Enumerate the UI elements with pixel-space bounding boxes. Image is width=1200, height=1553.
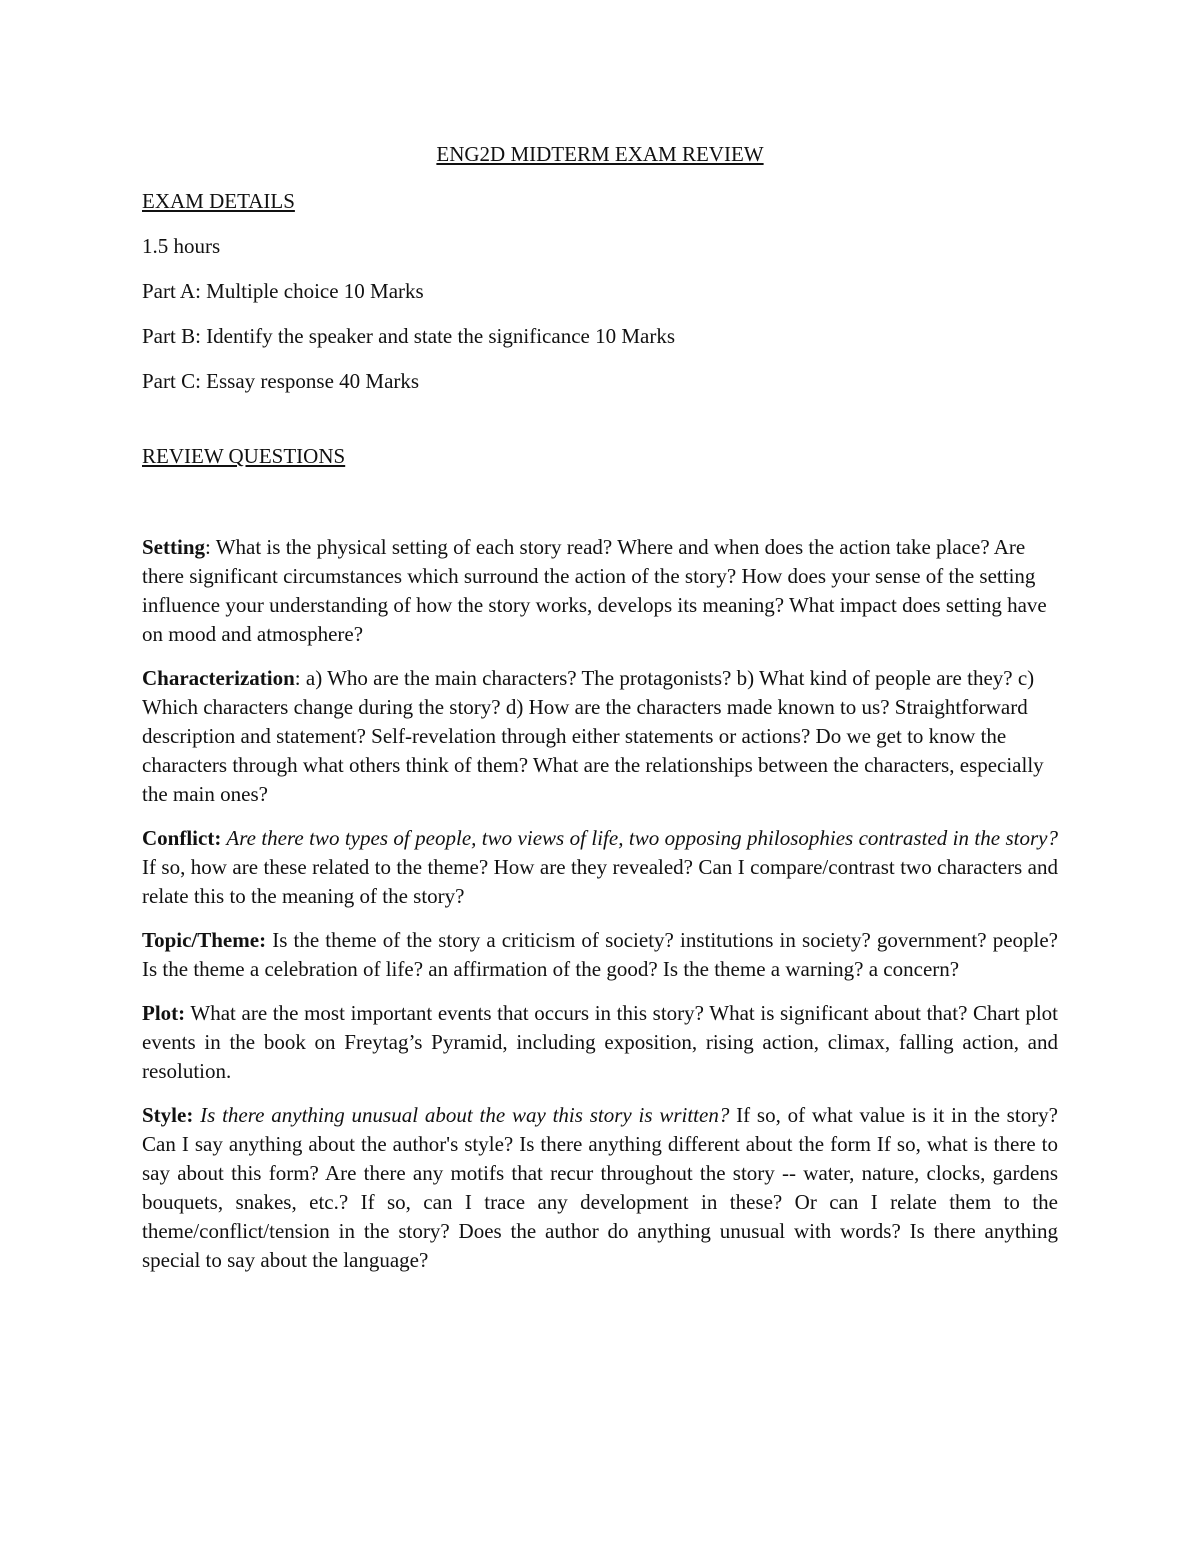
characterization-term: Characterization bbox=[142, 666, 295, 690]
theme-text: Is the theme of the story a criticism of society? institutions in society? government? people? Is the theme a celebration of life? an affirmation of the good? Is the theme a warning? a concern? bbox=[142, 928, 1058, 981]
conflict-paragraph bbox=[142, 824, 1058, 911]
style-paragraph bbox=[142, 1101, 1058, 1275]
theme-term: Topic/Theme: bbox=[142, 928, 267, 952]
style-italic-text: Is there anything unusual about the way this story is written? bbox=[193, 1103, 730, 1127]
exam-part-c: Part C: Essay response 40 Marks bbox=[142, 369, 420, 393]
exam-details-heading: EXAM DETAILS bbox=[142, 189, 295, 213]
setting-term: Setting bbox=[142, 535, 205, 559]
plot-text: What are the most important events that occurs in this story? What is significant about that? Chart plot events in the book on Freytag’s Pyramid, including exposition, rising action, climax, falling action, and resolution. bbox=[142, 1001, 1058, 1083]
theme-paragraph bbox=[142, 926, 1058, 984]
exam-part-a: Part A: Multiple choice 10 Marks bbox=[142, 279, 424, 303]
style-text: If so, of what value is it in the story? Can I say anything about the author's style? Is there anything different about the form If so, what is there to say about this form? Are there any motifs that recur throughout the story -- water, nature, clocks, gardens bouquets, snakes, etc.? If so, can I trace any development in these? Or can I relate them to the theme/conflict/tension in the story? Does the author do anything unusual with words? Is there anything special to say about the language? bbox=[142, 1103, 1059, 1272]
document-title: ENG2D MIDTERM EXAM REVIEW bbox=[436, 142, 764, 166]
plot-term: Plot: bbox=[142, 1001, 186, 1025]
conflict-term: Conflict: bbox=[142, 826, 222, 850]
setting-paragraph bbox=[142, 533, 1058, 649]
characterization-text: : a) Who are the main characters? The protagonists? b) What kind of people are they? c) Which characters change during the story? d) How are the characters made known to us? Straightforward description and statement? Self-revelation through either statements or actions? Do we get to know the characters through what others think of them? What are the relationships between the characters, especially the main ones? bbox=[142, 666, 1044, 806]
style-term: Style: bbox=[142, 1103, 194, 1127]
plot-paragraph bbox=[142, 999, 1058, 1086]
setting-text: : What is the physical setting of each story read? Where and when does the action take place? Are there significant circumstances which surround the action of the story? How does your sense of the setting influence your understanding of how the story works, develops its meaning? What impact does setting have on mood and atmosphere? bbox=[142, 535, 1047, 646]
characterization-paragraph bbox=[142, 664, 1058, 809]
document-page bbox=[142, 140, 1058, 1290]
conflict-text: If so, how are these related to the theme? How are they revealed? Can I compare/contrast two characters and relate this to the meaning of the story? bbox=[142, 855, 1058, 908]
exam-part-b: Part B: Identify the speaker and state the significance 10 Marks bbox=[142, 324, 675, 348]
review-questions-heading: REVIEW QUESTIONS bbox=[142, 444, 346, 468]
exam-duration: 1.5 hours bbox=[142, 234, 221, 258]
conflict-italic-text: Are there two types of people, two views of life, two opposing philosophies contrasted in the story? bbox=[221, 826, 1058, 850]
